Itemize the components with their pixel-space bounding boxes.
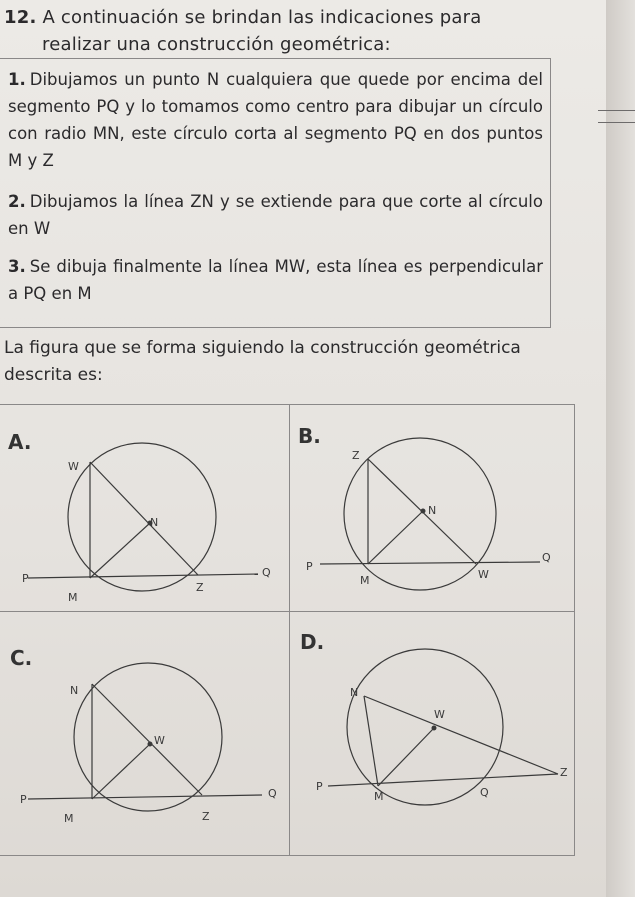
- edge-rule-line: [598, 122, 635, 123]
- line-nz: [92, 684, 202, 795]
- circle: [74, 663, 222, 811]
- segment-pq: [28, 574, 258, 578]
- label-q: Q: [542, 551, 551, 564]
- label-p: P: [316, 780, 323, 793]
- step-number: 1.: [8, 70, 26, 89]
- step-text: Se dibuja finalmente la línea MW, esta línea es perpendicular a PQ en M: [8, 257, 543, 303]
- segment-pq: [28, 795, 262, 799]
- label-n: N: [350, 686, 359, 699]
- option-c-figure[interactable]: [0, 612, 289, 856]
- label-m: M: [68, 591, 78, 604]
- line-nz: [364, 696, 558, 774]
- option-b-letter[interactable]: B.: [298, 424, 321, 448]
- question-line-2: realizar una construcción geométrica:: [42, 34, 391, 55]
- edge-rule-line: [598, 110, 635, 111]
- segment-pq: [328, 774, 558, 786]
- circle: [347, 649, 503, 805]
- option-c-letter[interactable]: C.: [10, 646, 33, 670]
- line-wz: [90, 462, 198, 575]
- step-2: [8, 188, 543, 242]
- question-header: [4, 4, 594, 58]
- line-mw: [378, 728, 434, 786]
- next-page-edge: [606, 0, 635, 897]
- step-number: 3.: [8, 257, 26, 276]
- question-line-1: A continuación se brindan las indicaciones para: [42, 7, 482, 28]
- label-n: N: [428, 504, 437, 517]
- label-m: M: [360, 574, 370, 587]
- segment-pq: [320, 562, 540, 564]
- label-w: W: [434, 708, 445, 721]
- option-a-figure[interactable]: [0, 404, 289, 611]
- label-q: Q: [480, 786, 489, 799]
- point-w: [148, 742, 153, 747]
- label-m: M: [64, 812, 74, 825]
- line-mn: [90, 523, 150, 578]
- label-p: P: [306, 560, 313, 573]
- label-m: M: [374, 790, 384, 803]
- line-mn: [364, 696, 378, 786]
- question-prompt: La figura que se forma siguiendo la construcción geométrica descrita es:: [4, 338, 521, 385]
- label-q: Q: [268, 787, 277, 800]
- label-p: P: [22, 572, 29, 585]
- line-mw: [92, 744, 150, 799]
- label-w: W: [478, 568, 489, 581]
- label-w: W: [154, 734, 165, 747]
- step-text: Dibujamos un punto N cualquiera que quede por encima del segmento PQ y lo tomamos como centro para dibujar un círculo con radio MN, este círculo corta al segmento PQ en dos puntos M y Z: [8, 70, 543, 170]
- point-n: [421, 509, 426, 514]
- option-d-figure[interactable]: [290, 612, 575, 856]
- point-w: [432, 726, 437, 731]
- label-z: Z: [560, 766, 568, 779]
- label-z: Z: [196, 581, 204, 594]
- label-n: N: [70, 684, 79, 697]
- label-w: W: [68, 460, 79, 473]
- label-p: P: [20, 793, 27, 806]
- label-z: Z: [202, 810, 210, 823]
- label-n: N: [150, 516, 159, 529]
- label-z: Z: [352, 449, 360, 462]
- option-a-letter[interactable]: A.: [8, 430, 32, 454]
- step-number: 2.: [8, 192, 26, 211]
- step-1: [8, 66, 543, 174]
- question-number: 12.: [4, 7, 37, 28]
- option-b-figure[interactable]: [290, 404, 575, 611]
- option-d-letter[interactable]: D.: [300, 630, 325, 654]
- step-text: Dibujamos la línea ZN y se extiende para que corte al círculo en W: [8, 192, 543, 238]
- line-mn: [368, 511, 423, 564]
- label-q: Q: [262, 566, 271, 579]
- step-3: [8, 253, 543, 307]
